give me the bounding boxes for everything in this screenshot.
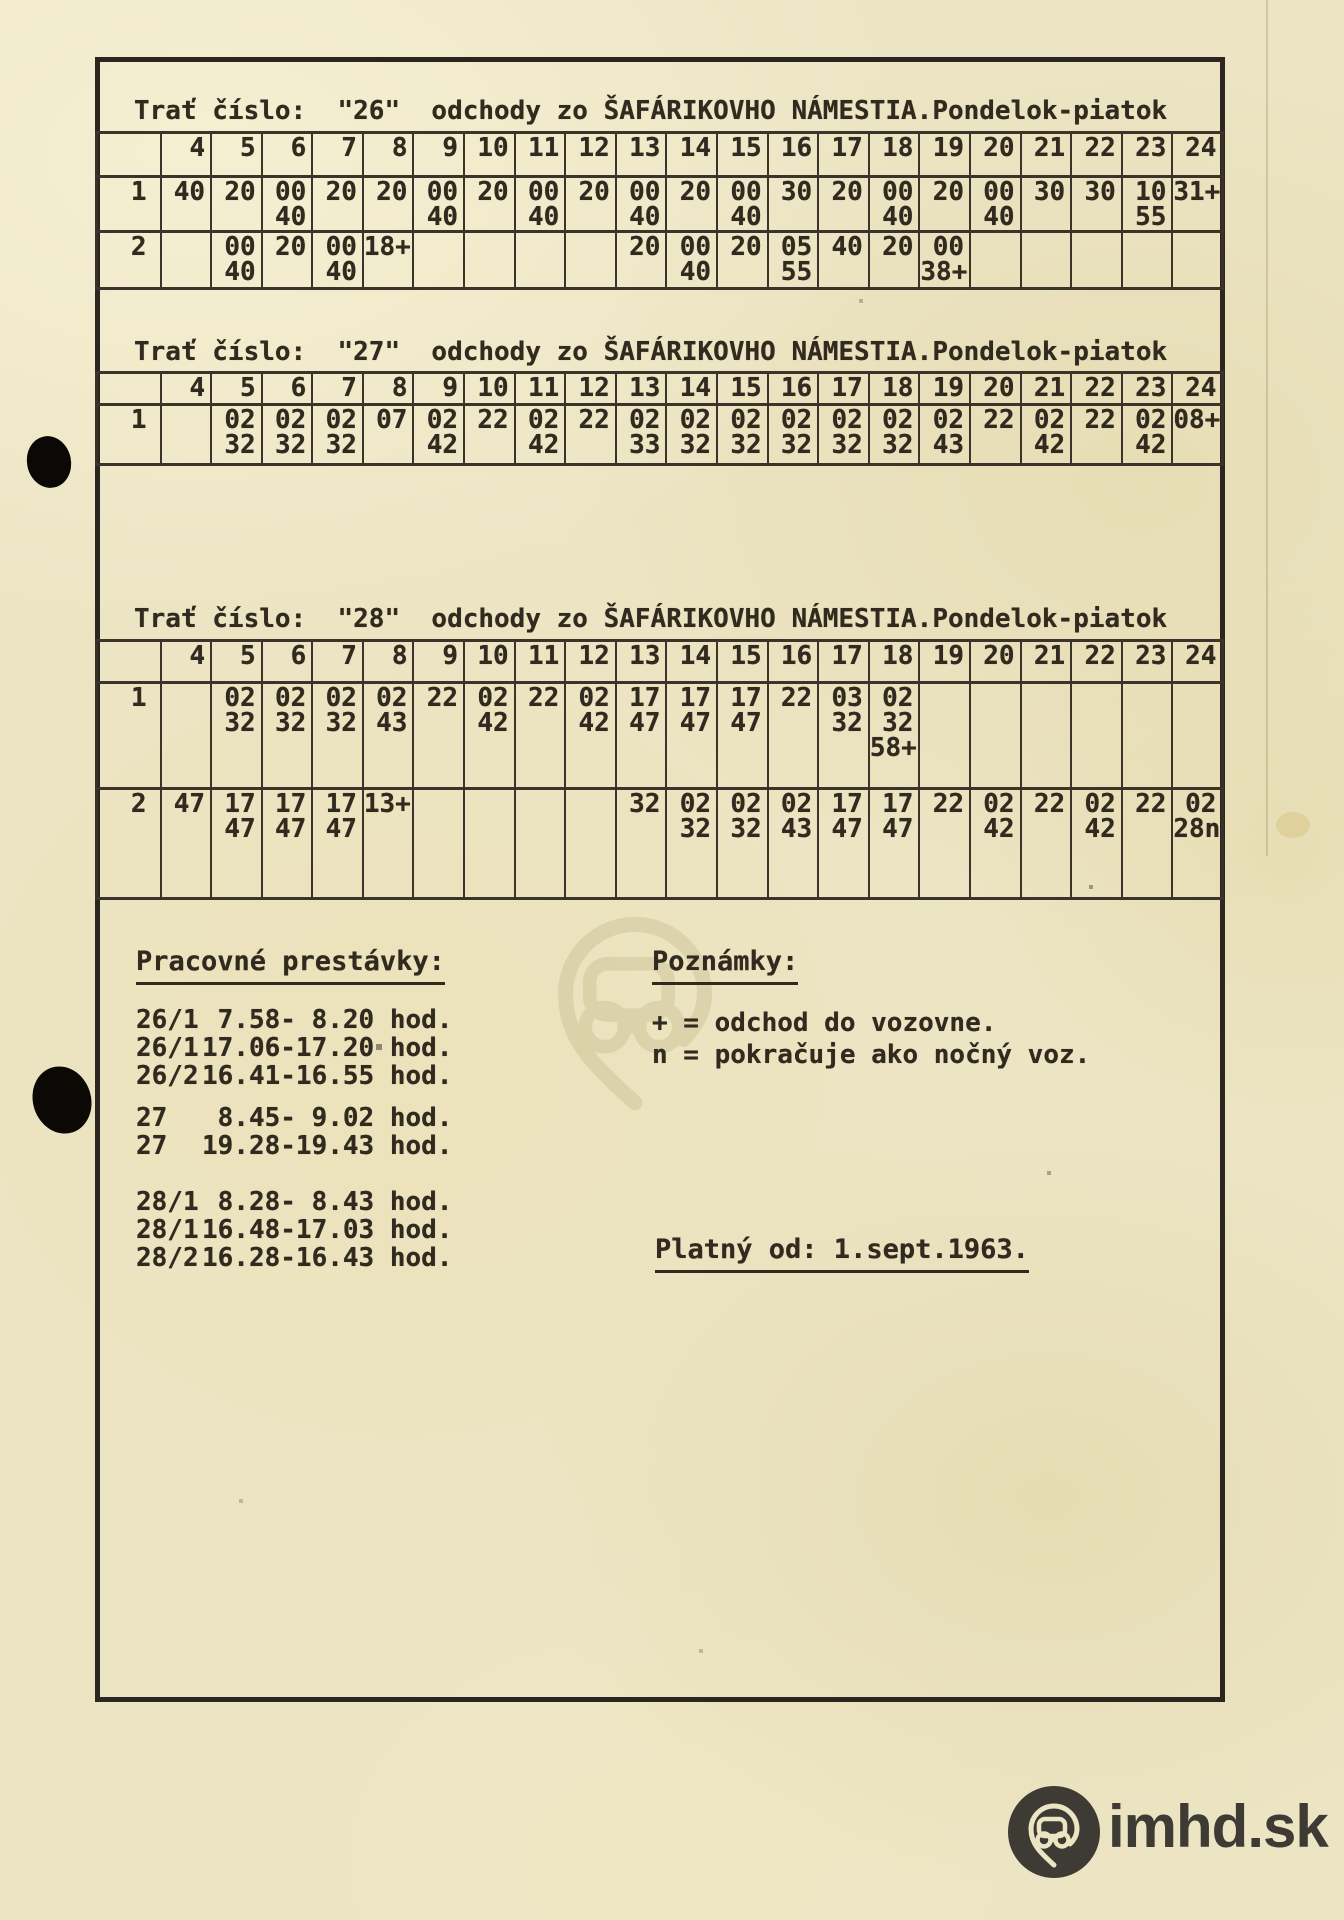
hour-header: 13 [616, 373, 667, 405]
breaks-group-27 [136, 1104, 452, 1160]
minutes-cell: 00 40 [616, 177, 667, 232]
minutes-cell: 22 [515, 683, 566, 789]
note-depot-symbol: + = odchod do vozovne. [652, 1008, 997, 1038]
break-route: 26/1 [136, 1033, 199, 1063]
minutes-cell [1172, 232, 1223, 289]
punch-hole-top [22, 432, 76, 492]
break-time: 17.06-17.20 hod. [202, 1033, 453, 1063]
minutes-cell [464, 232, 515, 289]
hour-header: 10 [464, 133, 515, 177]
break-row [136, 1244, 452, 1272]
minutes-cell: 20 [869, 232, 920, 289]
break-row [136, 1104, 452, 1132]
hour-header: 6 [262, 641, 313, 683]
hour-header: 11 [515, 373, 566, 405]
minutes-cell: 17 47 [312, 789, 363, 899]
minutes-cell: 02 32 [768, 405, 819, 465]
minutes-cell: 13+ [363, 789, 414, 899]
minutes-cell: 07 [363, 405, 414, 465]
paper-stain [1276, 812, 1310, 838]
minutes-cell [1122, 683, 1173, 789]
minutes-cell: 02 32 [211, 405, 262, 465]
minutes-cell: 02 32 [717, 405, 768, 465]
hour-header: 4 [161, 641, 212, 683]
hour-header: 15 [717, 133, 768, 177]
table-title-27: Trať číslo: "27" odchody zo ŠAFÁRIKOVHO NÁMESTIA.Pondelok-piatok [134, 337, 1168, 367]
minutes-cell: 00 40 [413, 177, 464, 232]
minutes-cell [464, 789, 515, 899]
break-time: 8.28- 8.43 hod. [202, 1187, 453, 1217]
minutes-cell [161, 232, 212, 289]
minutes-cell: 22 [1071, 405, 1122, 465]
minutes-cell: 02 42 [413, 405, 464, 465]
hour-header: 15 [717, 641, 768, 683]
minutes-cell: 00 40 [717, 177, 768, 232]
hour-header: 19 [919, 373, 970, 405]
minutes-cell: 47 [161, 789, 212, 899]
minutes-cell: 20 [312, 177, 363, 232]
hour-header: 22 [1071, 373, 1122, 405]
minutes-cell: 02 33 [616, 405, 667, 465]
breaks-heading-text: Pracovné prestávky: [136, 946, 445, 985]
minutes-cell: 20 [211, 177, 262, 232]
hour-header: 6 [262, 133, 313, 177]
minutes-cell: 02 32 [666, 789, 717, 899]
break-time: 16.28-16.43 hod. [202, 1243, 453, 1273]
hour-header: 22 [1071, 133, 1122, 177]
row-label: 1 [97, 405, 161, 465]
minutes-cell: 02 43 [363, 683, 414, 789]
hour-header: 17 [818, 641, 869, 683]
hour-header: 9 [413, 133, 464, 177]
break-time: 16.48-17.03 hod. [202, 1215, 453, 1245]
minutes-cell: 02 32 58+ [869, 683, 920, 789]
validity-note [655, 1234, 1029, 1273]
hour-header: 17 [818, 373, 869, 405]
minutes-cell: 02 32 [262, 683, 313, 789]
bus-pin-icon [1006, 1784, 1102, 1880]
imhd-logo [1006, 1784, 1102, 1880]
hour-header: 13 [616, 641, 667, 683]
hour-header: 14 [666, 373, 717, 405]
minutes-cell [1021, 232, 1072, 289]
row-label: 2 [97, 789, 161, 899]
break-route: 26/1 [136, 1005, 199, 1035]
hour-header: 22 [1071, 641, 1122, 683]
minutes-cell: 02 42 [464, 683, 515, 789]
logo-text: imhd.sk [1108, 1793, 1328, 1860]
timetable-26 [95, 131, 1224, 290]
timetable-row [97, 232, 1223, 289]
minutes-cell: 20 [717, 232, 768, 289]
hour-header: 7 [312, 373, 363, 405]
minutes-cell: 17 47 [717, 683, 768, 789]
break-route: 27 [136, 1131, 168, 1161]
hour-header: 12 [565, 373, 616, 405]
hour-header: 17 [818, 133, 869, 177]
hour-header: 18 [869, 641, 920, 683]
hour-header: 8 [363, 373, 414, 405]
minutes-cell: 22 [464, 405, 515, 465]
timetable-row [97, 789, 1223, 899]
minutes-cell: 17 47 [616, 683, 667, 789]
break-row [136, 1188, 452, 1216]
hour-header: 5 [211, 133, 262, 177]
minutes-cell: 03 32 [818, 683, 869, 789]
minutes-cell [970, 683, 1021, 789]
hour-header: 5 [211, 373, 262, 405]
minutes-cell: 20 [919, 177, 970, 232]
minutes-cell [413, 789, 464, 899]
minutes-cell: 40 [818, 232, 869, 289]
minutes-cell: 02 32 [312, 683, 363, 789]
timetable-row [97, 683, 1223, 789]
hour-header: 7 [312, 641, 363, 683]
minutes-cell [161, 405, 212, 465]
minutes-cell: 22 [1122, 789, 1173, 899]
minutes-cell: 20 [818, 177, 869, 232]
minutes-cell: 22 [1021, 789, 1072, 899]
hour-header: 16 [768, 133, 819, 177]
break-route: 26/2 [136, 1061, 199, 1091]
break-row [136, 1034, 452, 1062]
break-time: 19.28-19.43 hod. [202, 1131, 453, 1161]
hour-header: 23 [1122, 373, 1173, 405]
minutes-cell [565, 232, 616, 289]
corner-cell [97, 373, 161, 405]
minutes-cell: 00 40 [312, 232, 363, 289]
hour-header: 18 [869, 133, 920, 177]
minutes-cell: 30 [1071, 177, 1122, 232]
minutes-cell: 10 55 [1122, 177, 1173, 232]
minutes-cell: 22 [565, 405, 616, 465]
note-night-car: n = pokračuje ako nočný voz. [652, 1040, 1091, 1070]
hour-header: 10 [464, 641, 515, 683]
validity-text: Platný od: 1.sept.1963. [655, 1234, 1029, 1273]
minutes-cell: 20 [363, 177, 414, 232]
hour-header: 24 [1172, 133, 1223, 177]
timetable-27 [95, 371, 1224, 466]
timetable-row [97, 405, 1223, 465]
minutes-cell [1071, 683, 1122, 789]
hour-header: 6 [262, 373, 313, 405]
hour-header: 16 [768, 641, 819, 683]
hour-header: 11 [515, 641, 566, 683]
minutes-cell: 02 42 [1071, 789, 1122, 899]
hour-header: 8 [363, 133, 414, 177]
hour-header: 12 [565, 641, 616, 683]
notes-heading-text: Poznámky: [652, 946, 798, 985]
minutes-cell [565, 789, 616, 899]
minutes-cell: 17 47 [869, 789, 920, 899]
hour-header: 24 [1172, 373, 1223, 405]
minutes-cell: 32 [616, 789, 667, 899]
minutes-cell [1071, 232, 1122, 289]
minutes-cell: 40 [161, 177, 212, 232]
breaks-group-26 [136, 1006, 452, 1090]
minutes-cell: 22 [919, 789, 970, 899]
minutes-cell: 31+ [1172, 177, 1223, 232]
minutes-cell: 00 40 [869, 177, 920, 232]
minutes-cell: 02 32 [717, 789, 768, 899]
minutes-cell: 02 32 [666, 405, 717, 465]
hour-header: 19 [919, 641, 970, 683]
minutes-cell: 02 43 [919, 405, 970, 465]
minutes-cell [1122, 232, 1173, 289]
hour-header: 10 [464, 373, 515, 405]
break-row [136, 1062, 452, 1090]
hour-header: 21 [1021, 373, 1072, 405]
hour-header: 5 [211, 641, 262, 683]
minutes-cell: 00 40 [515, 177, 566, 232]
hour-header: 20 [970, 133, 1021, 177]
break-route: 27 [136, 1103, 168, 1133]
hour-header: 21 [1021, 641, 1072, 683]
minutes-cell [1021, 683, 1072, 789]
minutes-cell: 20 [565, 177, 616, 232]
hour-header: 12 [565, 133, 616, 177]
minutes-cell [919, 683, 970, 789]
minutes-cell: 20 [262, 232, 313, 289]
timetable-28 [95, 639, 1224, 900]
minutes-cell [515, 789, 566, 899]
hour-header: 8 [363, 641, 414, 683]
row-label: 1 [97, 683, 161, 789]
minutes-cell: 02 32 [262, 405, 313, 465]
hour-header: 11 [515, 133, 566, 177]
row-label: 2 [97, 232, 161, 289]
minutes-cell [161, 683, 212, 789]
minutes-cell: 05 55 [768, 232, 819, 289]
hour-header: 23 [1122, 641, 1173, 683]
paper-specks [0, 0, 2, 2]
minutes-cell: 30 [768, 177, 819, 232]
punch-hole-bottom [24, 1059, 100, 1142]
minutes-cell: 02 42 [1021, 405, 1072, 465]
hour-header: 9 [413, 641, 464, 683]
break-route: 28/1 [136, 1215, 199, 1245]
minutes-cell: 02 43 [768, 789, 819, 899]
hour-header: 7 [312, 133, 363, 177]
minutes-cell: 22 [970, 405, 1021, 465]
minutes-cell [1172, 683, 1223, 789]
minutes-cell: 30 [1021, 177, 1072, 232]
timetable-row [97, 177, 1223, 232]
corner-cell [97, 133, 161, 177]
minutes-cell: 22 [768, 683, 819, 789]
minutes-cell: 02 32 [869, 405, 920, 465]
watermark-ghost-logo [490, 858, 780, 1148]
hour-header: 15 [717, 373, 768, 405]
hour-header: 21 [1021, 133, 1072, 177]
hour-header: 16 [768, 373, 819, 405]
break-row [136, 1132, 452, 1160]
break-row [136, 1006, 452, 1034]
minutes-cell: 00 40 [262, 177, 313, 232]
hour-header: 14 [666, 133, 717, 177]
minutes-cell: 18+ [363, 232, 414, 289]
minutes-cell: 00 40 [970, 177, 1021, 232]
breaks-heading [136, 946, 445, 985]
minutes-cell: 08+ [1172, 405, 1223, 465]
break-route: 28/2 [136, 1243, 199, 1273]
break-route: 28/1 [136, 1187, 199, 1217]
minutes-cell: 17 47 [262, 789, 313, 899]
minutes-cell: 02 28n [1172, 789, 1223, 899]
minutes-cell: 02 32 [818, 405, 869, 465]
hour-header: 20 [970, 373, 1021, 405]
hour-header: 24 [1172, 641, 1223, 683]
minutes-cell: 00 40 [666, 232, 717, 289]
break-time: 16.41-16.55 hod. [202, 1061, 453, 1091]
minutes-cell: 17 47 [666, 683, 717, 789]
minutes-cell: 02 32 [312, 405, 363, 465]
minutes-cell: 00 40 [211, 232, 262, 289]
minutes-cell: 02 42 [565, 683, 616, 789]
table-title-28: Trať číslo: "28" odchody zo ŠAFÁRIKOVHO NÁMESTIA.Pondelok-piatok [134, 604, 1168, 634]
break-time: 8.45- 9.02 hod. [202, 1103, 453, 1133]
minutes-cell: 17 47 [211, 789, 262, 899]
hour-header: 4 [161, 373, 212, 405]
minutes-cell [413, 232, 464, 289]
breaks-group-28 [136, 1188, 452, 1272]
row-label: 1 [97, 177, 161, 232]
hour-header: 14 [666, 641, 717, 683]
minutes-cell: 22 [413, 683, 464, 789]
minutes-cell: 20 [464, 177, 515, 232]
hour-header: 19 [919, 133, 970, 177]
break-time: 7.58- 8.20 hod. [202, 1005, 453, 1035]
minutes-cell: 20 [616, 232, 667, 289]
hour-header: 23 [1122, 133, 1173, 177]
minutes-cell: 02 42 [970, 789, 1021, 899]
minutes-cell: 17 47 [818, 789, 869, 899]
minutes-cell: 02 32 [211, 683, 262, 789]
break-row [136, 1216, 452, 1244]
minutes-cell: 20 [666, 177, 717, 232]
notes-heading [652, 946, 798, 985]
corner-cell [97, 641, 161, 683]
hour-header: 4 [161, 133, 212, 177]
table-title-26: Trať číslo: "26" odchody zo ŠAFÁRIKOVHO NÁMESTIA.Pondelok-piatok [134, 96, 1168, 126]
minutes-cell: 00 38+ [919, 232, 970, 289]
minutes-cell [515, 232, 566, 289]
hour-header: 18 [869, 373, 920, 405]
hour-header: 13 [616, 133, 667, 177]
minutes-cell [970, 232, 1021, 289]
minutes-cell: 02 42 [1122, 405, 1173, 465]
hour-header: 9 [413, 373, 464, 405]
minutes-cell: 02 42 [515, 405, 566, 465]
hour-header: 20 [970, 641, 1021, 683]
paper-crease [1266, 0, 1268, 856]
